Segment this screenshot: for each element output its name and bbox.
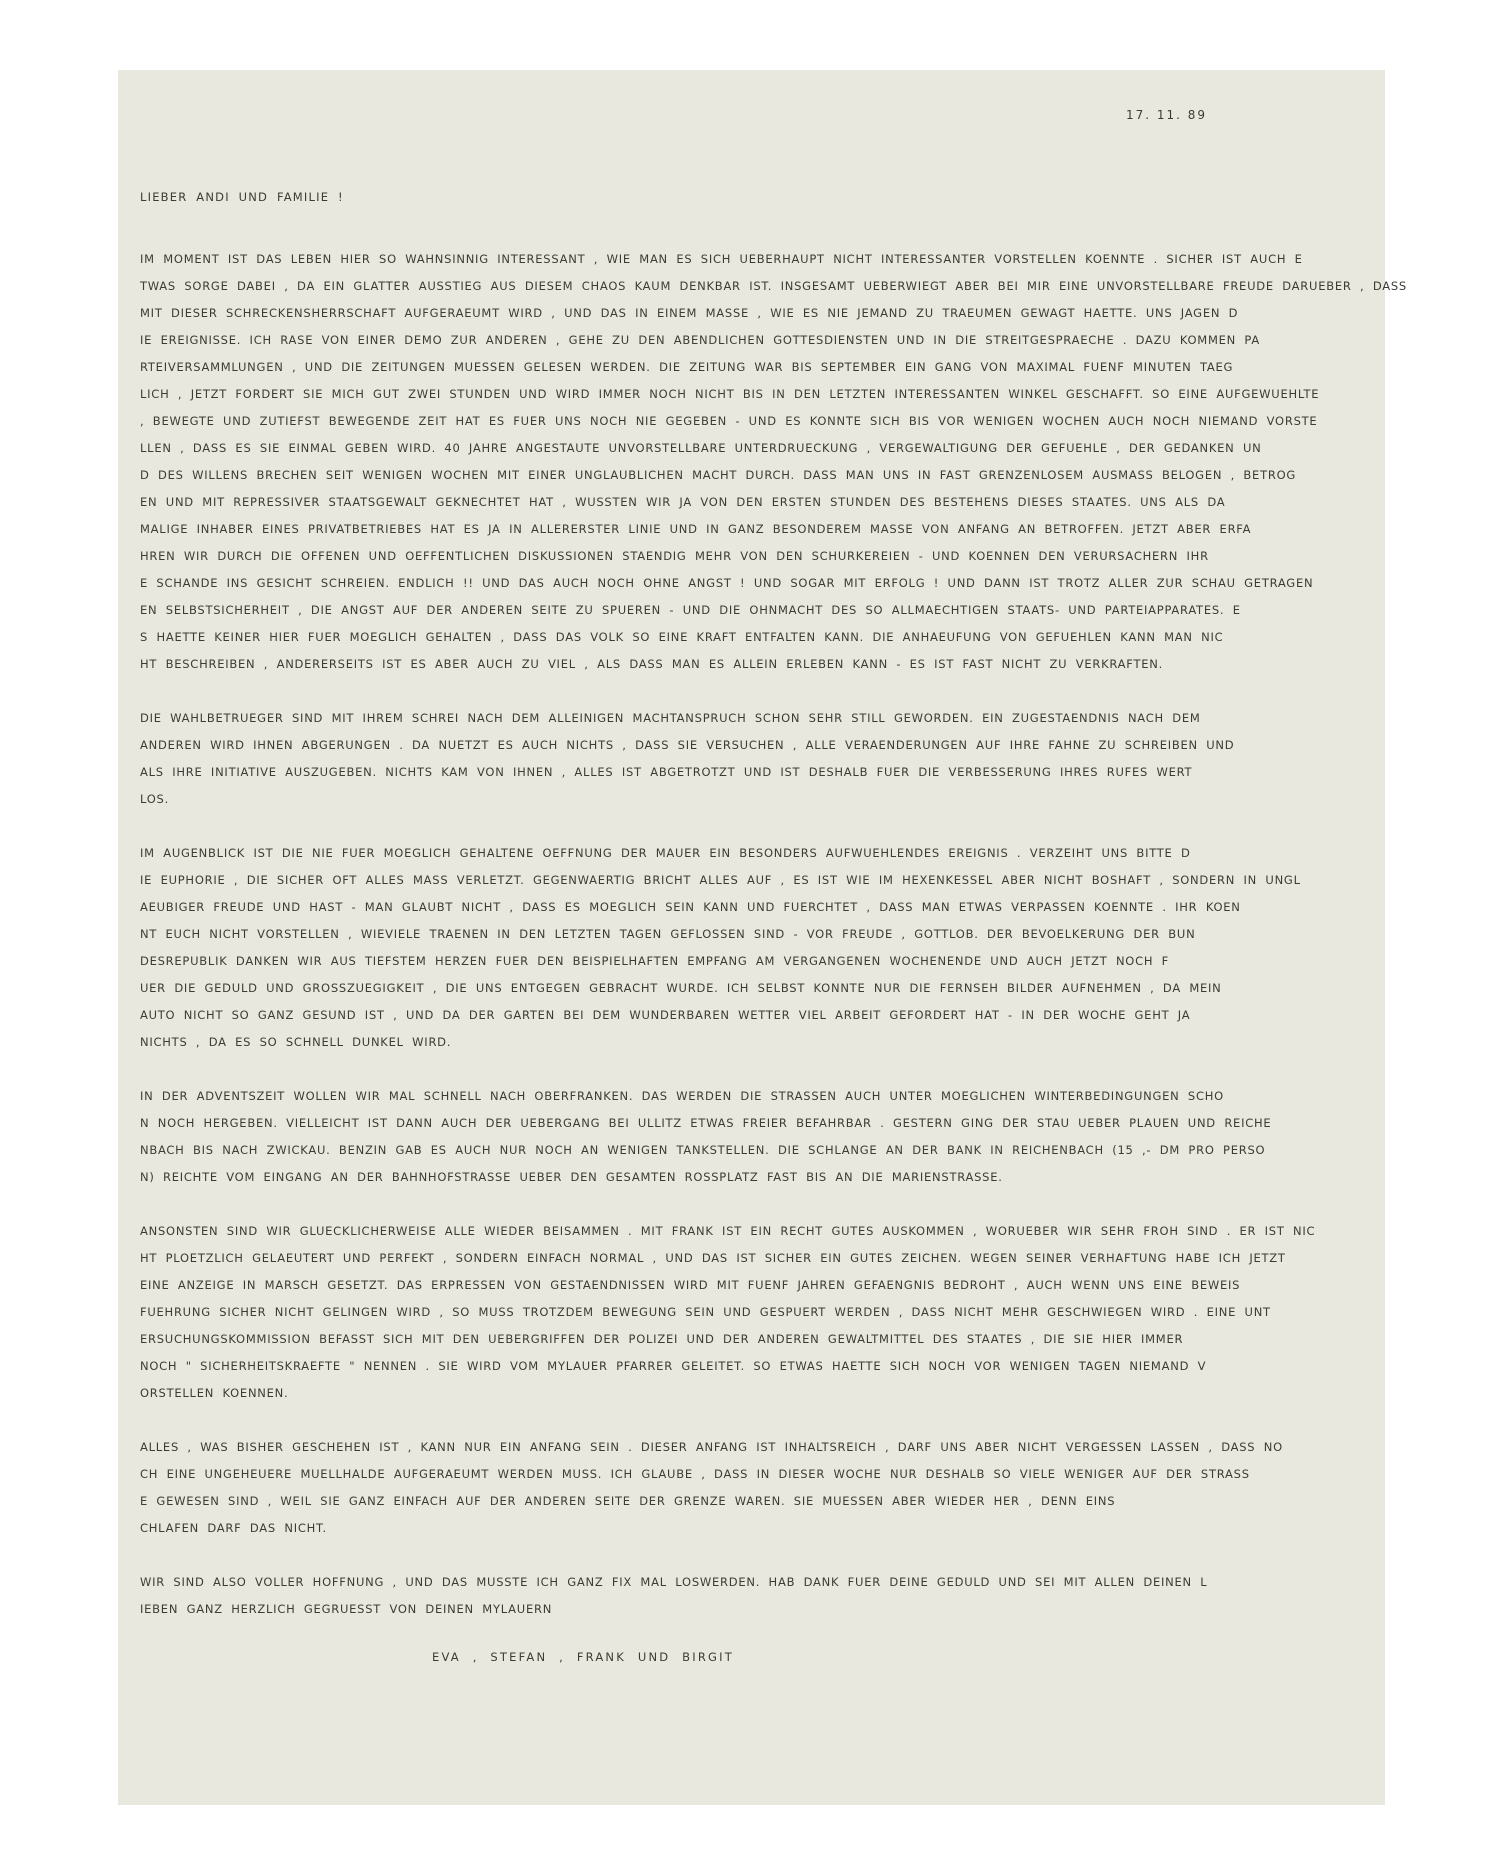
letter-line: DIE WAHLBETRUEGER SIND MIT IHREM SCHREI NACH DEM ALLEINIGEN MACHTANSPRUCH SCHON SEHR STILL GEWORDEN. EIN ZUGESTAENDNIS NACH DEM [140,711,1201,725]
letter-line: LICH , JETZT FORDERT SIE MICH GUT ZWEI STUNDEN UND WIRD IMMER NOCH NICHT BIS IN DEN LETZTEN INTERESSANTEN WINKEL GESCHAFFT. SO EINE AUFGEWUEHLTE [140,387,1320,401]
letter-line: IE EREIGNISSE. ICH RASE VON EINER DEMO ZUR ANDEREN , GEHE ZU DEN ABENDLICHEN GOTTESDIENSTEN UND IN DIE STREITGESPRAECHE . DAZU KOMMEN PA [140,333,1260,347]
letter-line: E SCHANDE INS GESICHT SCHREIEN. ENDLICH !! UND DAS AUCH NOCH OHNE ANGST ! UND SOGAR MIT ERFOLG ! UND DANN IST TROTZ ALLER ZUR SCHAU GETRAGEN [140,576,1314,590]
letter-paragraph-4 [140,1083,1361,1191]
letter-signature: EVA , STEFAN , FRANK UND BIRGIT [432,1650,734,1664]
letter-paragraph-7 [140,1569,1361,1623]
letter-line: WIR SIND ALSO VOLLER HOFFNUNG , UND DAS MUSSTE ICH GANZ FIX MAL LOSWERDEN. HAB DANK FUER DEINE GEDULD UND SEI MIT ALLEN DEINEN L [140,1575,1208,1589]
letter-line: D DES WILLENS BRECHEN SEIT WENIGEN WOCHEN MIT EINER UNGLAUBLICHEN MACHT DURCH. DASS MAN UNS IN FAST GRENZENLOSEM AUSMASS BELOGEN , BETROG [140,468,1297,482]
letter-date: 17. 11. 89 [1126,108,1208,122]
letter-line: N NOCH HERGEBEN. VIELLEICHT IST DANN AUCH DER UEBERGANG BEI ULLITZ ETWAS FREIER BEFAHRBAR . GESTERN GING DER STAU UEBER PLAUEN UND REICHE [140,1116,1272,1130]
letter-line: EN SELBSTSICHERHEIT , DIE ANGST AUF DER ANDEREN SEITE ZU SPUEREN - UND DIE OHNMACHT DES SO ALLMAECHTIGEN STAATS- UND PARTEIAPPARATES. E [140,603,1241,617]
letter-paragraph-6 [140,1434,1361,1542]
letter-line: HREN WIR DURCH DIE OFFENEN UND OEFFENTLICHEN DISKUSSIONEN STAENDIG MEHR VON DEN SCHURKEREIEN - UND KOENNEN DEN VERURSACHERN IHR [140,549,1209,563]
letter-line: ALLES , WAS BISHER GESCHEHEN IST , KANN NUR EIN ANFANG SEIN . DIESER ANFANG IST INHALTSREICH , DARF UNS ABER NICHT VERGESSEN LASSEN , DASS NO [140,1440,1283,1454]
letter-line: AUTO NICHT SO GANZ GESUND IST , UND DA DER GARTEN BEI DEM WUNDERBAREN WETTER VIEL ARBEIT GEFORDERT HAT - IN DER WOCHE GEHT JA [140,1008,1191,1022]
letter-line: NBACH BIS NACH ZWICKAU. BENZIN GAB ES AUCH NUR NOCH AN WENIGEN TANKSTELLEN. DIE SCHLANGE AN DER BANK IN REICHENBACH (15 ,- DM PRO PERSO [140,1143,1266,1157]
letter-line: E GEWESEN SIND , WEIL SIE GANZ EINFACH AUF DER ANDEREN SEITE DER GRENZE WAREN. SIE MUESSEN ABER WIEDER HER , DENN EINS [140,1494,1116,1508]
letter-line: MIT DIESER SCHRECKENSHERRSCHAFT AUFGERAEUMT WIRD , UND DAS IN EINEM MASSE , WIE ES NIE JEMAND ZU TRAEUMEN GEWAGT HAETTE. UNS JAGEN D [140,306,1239,320]
letter-line: HT PLOETZLICH GELAEUTERT UND PERFEKT , SONDERN EINFACH NORMAL , UND DAS IST SICHER EIN GUTES ZEICHEN. WEGEN SEINER VERHAFTUNG HABE ICH JETZT [140,1251,1286,1265]
letter-line: FUEHRUNG SICHER NICHT GELINGEN WIRD , SO MUSS TROTZDEM BEWEGUNG SEIN UND GESPUERT WERDEN , DASS NICHT MEHR GESCHWIEGEN WIRD . EINE UNT [140,1305,1271,1319]
letter-body [140,246,1407,1664]
letter-line: N) REICHTE VOM EINGANG AN DER BAHNHOFSTRASSE UEBER DEN GESAMTEN ROSSPLATZ FAST BIS AN DIE MARIENSTRASSE. [140,1170,1003,1184]
letter-line: NICHTS , DA ES SO SCHNELL DUNKEL WIRD. [140,1035,452,1049]
letter-line: RTEIVERSAMMLUNGEN , UND DIE ZEITUNGEN MUESSEN GELESEN WERDEN. DIE ZEITUNG WAR BIS SEPTEMBER EIN GANG VON MAXIMAL FUENF MINUTEN TAEG [140,360,1234,374]
letter-paragraph-2 [140,705,1361,813]
letter-line: DESREPUBLIK DANKEN WIR AUS TIEFSTEM HERZEN FUER DEN BEISPIELHAFTEN EMPFANG AM VERGANGENEN WOCHENENDE UND AUCH JETZT NOCH F [140,954,1170,968]
letter-line: MALIGE INHABER EINES PRIVATBETRIEBES HAT ES JA IN ALLERERSTER LINIE UND IN GANZ BESONDEREM MASSE VON ANFANG AN BETROFFEN. JETZT ABER ERFA [140,522,1252,536]
letter-line: CHLAFEN DARF DAS NICHT. [140,1521,327,1535]
letter-line: UER DIE GEDULD UND GROSSZUEGIGKEIT , DIE UNS ENTGEGEN GEBRACHT WURDE. ICH SELBST KONNTE NUR DIE FERNSEH BILDER AUFNEHMEN , DA MEIN [140,981,1222,995]
letter-line: IE EUPHORIE , DIE SICHER OFT ALLES MASS VERLETZT. GEGENWAERTIG BRICHT ALLES AUF , ES IST WIE IM HEXENKESSEL ABER NICHT BOSHAFT , SONDERN IN UNGL [140,873,1301,887]
letter-paragraph-1 [140,246,1407,678]
letter-salutation: LIEBER ANDI UND FAMILIE ! [140,190,344,204]
letter-line: TWAS SORGE DABEI , DA EIN GLATTER AUSSTIEG AUS DIESEM CHAOS KAUM DENKBAR IST. INSGESAMT UEBERWIEGT ABER BEI MIR EINE UNVORSTELLBARE FREUDE DARUEBER , DASS [140,279,1407,293]
letter-line: AEUBIGER FREUDE UND HAST - MAN GLAUBT NICHT , DASS ES MOEGLICH SEIN KANN UND FUERCHTET , DASS MAN ETWAS VERPASSEN KOENNTE . IHR KOEN [140,900,1241,914]
letter-paragraph-3 [140,840,1361,1056]
letter-line: IEBEN GANZ HERZLICH GEGRUESST VON DEINEN MYLAUERN [140,1602,553,1616]
letter-line: ALS IHRE INITIATIVE AUSZUGEBEN. NICHTS KAM VON IHNEN , ALLES IST ABGETROTZT UND IST DESHALB FUER DIE VERBESSERUNG IHRES RUFES WERT [140,765,1193,779]
letter-line: CH EINE UNGEHEUERE MUELLHALDE AUFGERAEUMT WERDEN MUSS. ICH GLAUBE , DASS IN DIESER WOCHE NUR DESHALB SO VIELE WENIGER AUF DER STRASS [140,1467,1250,1481]
letter-line: EINE ANZEIGE IN MARSCH GESETZT. DAS ERPRESSEN VON GESTAENDNISSEN WIRD MIT FUENF JAHREN GEFAENGNIS BEDROHT , AUCH WENN UNS EINE BEWEIS [140,1278,1241,1292]
letter-line: HT BESCHREIBEN , ANDERERSEITS IST ES ABER AUCH ZU VIEL , ALS DASS MAN ES ALLEIN ERLEBEN KANN - ES IST FAST NICHT ZU VERKRAFTEN. [140,657,1163,671]
letter-paragraph-5 [140,1218,1361,1407]
letter-line: LLEN , DASS ES SIE EINMAL GEBEN WIRD. 40 JAHRE ANGESTAUTE UNVORSTELLBARE UNTERDRUECKUNG , VERGEWALTIGUNG DER GEFUEHLE , DER GEDANKEN UN [140,441,1262,455]
letter-paper [118,70,1407,1805]
letter-line: ORSTELLEN KOENNEN. [140,1386,289,1400]
letter-line: IM AUGENBLICK IST DIE NIE FUER MOEGLICH GEHALTENE OEFFNUNG DER MAUER EIN BESONDERS AUFWUEHLENDES EREIGNIS . VERZEIHT UNS BITTE D [140,846,1191,860]
letter-line: EN UND MIT REPRESSIVER STAATSGEWALT GEKNECHTET HAT , WUSSTEN WIR JA VON DEN ERSTEN STUNDEN DES BESTEHENS DIESES STAATES. UNS ALS DA [140,495,1226,509]
letter-line: , BEWEGTE UND ZUTIEFST BEWEGENDE ZEIT HAT ES FUER UNS NOCH NIE GEGEBEN - UND ES KONNTE SICH BIS VOR WENIGEN WOCHEN AUCH NOCH NIEMAND VORSTE [140,414,1318,428]
letter-line: S HAETTE KEINER HIER FUER MOEGLICH GEHALTEN , DASS DAS VOLK SO EINE KRAFT ENTFALTEN KANN. DIE ANHAEUFUNG VON GEFUEHLEN KANN MAN NIC [140,630,1224,644]
letter-line: NOCH " SICHERHEITSKRAEFTE " NENNEN . SIE WIRD VOM MYLAUER PFARRER GELEITET. SO ETWAS HAETTE SICH NOCH VOR WENIGEN TAGEN NIEMAND V [140,1359,1207,1373]
letter-line: IN DER ADVENTSZEIT WOLLEN WIR MAL SCHNELL NACH OBERFRANKEN. DAS WERDEN DIE STRASSEN AUCH UNTER MOEGLICHEN WINTERBEDINGUNGEN SCHO [140,1089,1224,1103]
letter-line: ANDEREN WIRD IHNEN ABGERUNGEN . DA NUETZT ES AUCH NICHTS , DASS SIE VERSUCHEN , ALLE VERAENDERUNGEN AUF IHRE FAHNE ZU SCHREIBEN UND [140,738,1235,752]
letter-line: NT EUCH NICHT VORSTELLEN , WIEVIELE TRAENEN IN DEN LETZTEN TAGEN GEFLOSSEN SIND - VOR FREUDE , GOTTLOB. DER BEVOELKERUNG DER BUN [140,927,1196,941]
letter-line: LOS. [140,792,170,806]
letter-line: IM MOMENT IST DAS LEBEN HIER SO WAHNSINNIG INTERESSANT , WIE MAN ES SICH UEBERHAUPT NICHT INTERESSANTER VORSTELLEN KOENNTE . SICHER IST AUCH E [140,252,1303,266]
letter-line: ANSONSTEN SIND WIR GLUECKLICHERWEISE ALLE WIEDER BEISAMMEN . MIT FRANK IST EIN RECHT GUTES AUSKOMMEN , WORUEBER WIR SEHR FROH SIND . ER IST NIC [140,1224,1316,1238]
letter-line: ERSUCHUNGSKOMMISSION BEFASST SICH MIT DEN UEBERGRIFFEN DER POLIZEI UND DER ANDEREN GEWALTMITTEL DES STAATES , DIE SIE HIER IMMER [140,1332,1184,1346]
